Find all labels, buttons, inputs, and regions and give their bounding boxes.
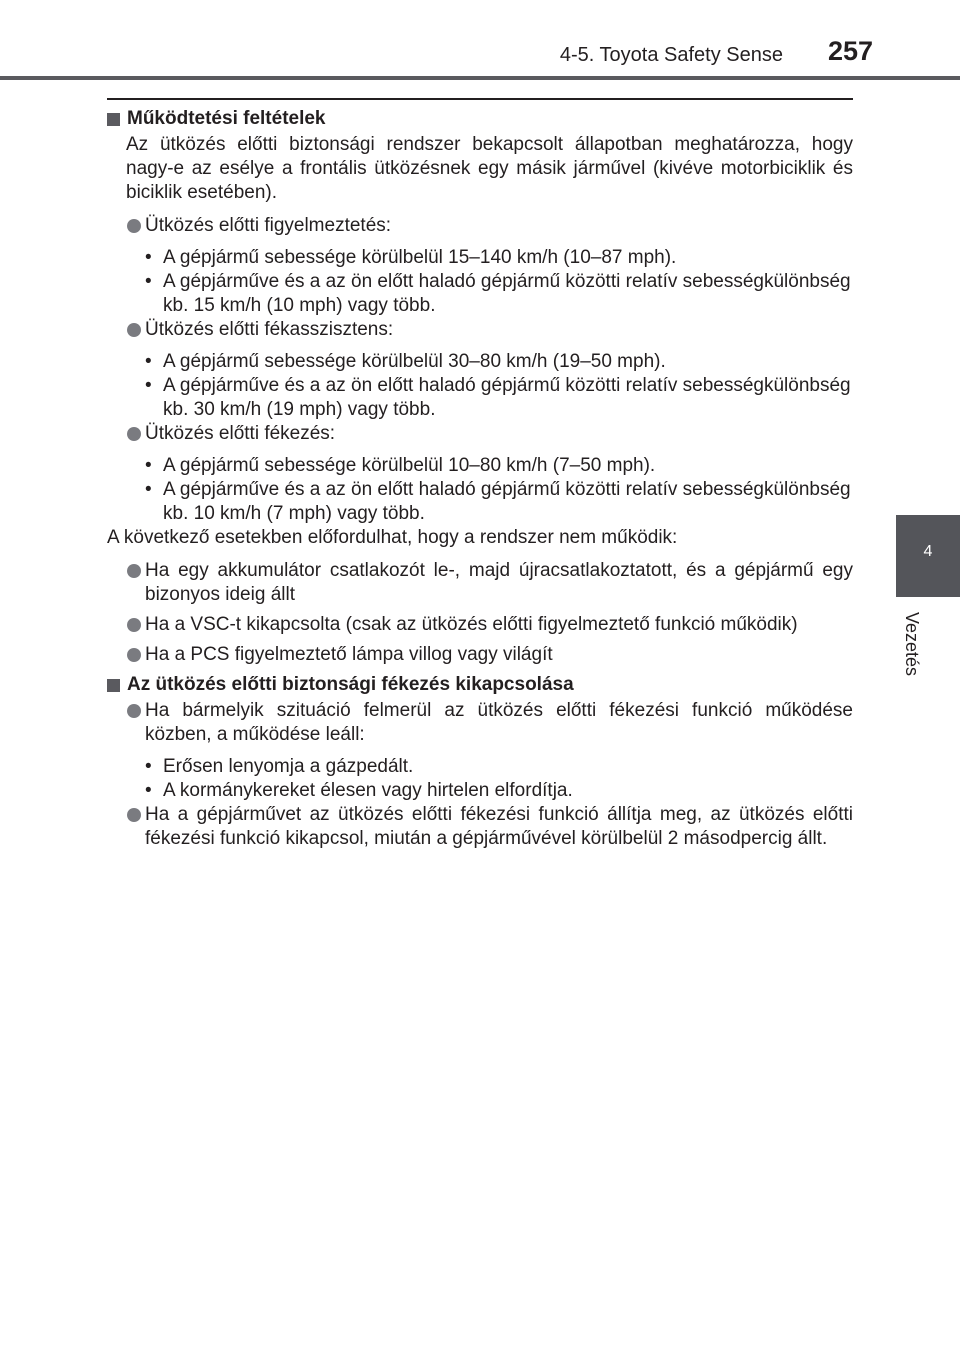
- round-bullet-icon: [127, 808, 141, 822]
- list-item-text: Ha a PCS figyelmeztető lámpa villog vagy világít: [145, 644, 553, 665]
- sub-list-item: • A gépjármű sebessége körülbelül 30–80 km/h (19–50 mph).: [107, 350, 853, 374]
- round-bullet-icon: [127, 648, 141, 662]
- square-bullet-icon: [107, 679, 120, 692]
- list-item: [107, 803, 853, 851]
- sub-list-item: • A gépjármű sebessége körülbelül 15–140 km/h (10–87 mph).: [107, 246, 853, 270]
- chapter-tab[interactable]: [896, 515, 960, 597]
- sub-list-item: • A gépjármű sebessége körülbelül 10–80 km/h (7–50 mph).: [107, 454, 853, 478]
- round-bullet-icon: [127, 323, 141, 337]
- round-bullet-icon: [127, 704, 141, 718]
- content-top-rule: [107, 98, 853, 100]
- list-item-text: Ha egy akkumulátor csatlakozót le-, majd újracsatlakoztatott, és a gépjármű egy bizonyos ideig állt: [145, 560, 853, 605]
- note-text: A következő esetekben előfordulhat, hogy a rendszer nem működik:: [107, 527, 678, 548]
- list-item-text: Ha bármelyik szituáció felmerül az ütközés előtti fékezési funkció működése közben, a működése leáll:: [145, 700, 853, 745]
- header-rule: [0, 76, 960, 80]
- section-heading-text: Működtetési feltételek: [127, 108, 326, 129]
- section-heading-text: Az ütközés előtti biztonsági fékezés kikapcsolása: [127, 674, 574, 695]
- round-bullet-icon: [127, 564, 141, 578]
- list-item: [107, 643, 853, 667]
- condition-item: [107, 422, 853, 446]
- header-section-title: 4-5. Toyota Safety Sense: [559, 44, 783, 66]
- list-item: [107, 559, 853, 607]
- section-intro: Az ütközés előtti biztonsági rendszer bekapcsolt állapotban meghatározza, hogy nagy-e az esélye a frontális ütközésnek egy másik járművel (kivéve motorbiciklik és biciklik esetében).: [126, 134, 853, 203]
- sub-list-item: • A kormánykereket élesen vagy hirtelen elfordítja.: [107, 779, 853, 803]
- list-item-text: Ha a VSC-t kikapcsolta (csak az ütközés előtti figyelmeztető funkció működik): [145, 614, 798, 635]
- list-item: [107, 699, 853, 747]
- condition-label: Ütközés előtti fékasszisztens:: [145, 319, 394, 340]
- section-heading: [107, 107, 853, 131]
- sub-list-item: • A gépjárműve és a az ön előtt haladó gépjármű közötti relatív sebességkülönbség kb. 30 km/h (19 mph) vagy több.: [107, 374, 853, 422]
- condition-label: Ütközés előtti figyelmeztetés:: [145, 215, 392, 236]
- list-item: [107, 613, 853, 637]
- page-number: 257: [828, 36, 874, 66]
- list-item-text: Ha a gépjárművet az ütközés előtti fékezési funkció állítja meg, az ütközés előtti fékezési funkció kikapcsol, miután a gépjárművével körülbelül 2 másodpercig állt.: [145, 804, 853, 849]
- chapter-tab-number: 4: [923, 543, 933, 560]
- page-content: [107, 107, 853, 851]
- round-bullet-icon: [127, 219, 141, 233]
- condition-label: Ütközés előtti fékezés:: [145, 423, 336, 444]
- round-bullet-icon: [127, 618, 141, 632]
- chapter-tab-label: [890, 606, 934, 682]
- sub-list-item: • A gépjárműve és a az ön előtt haladó gépjármű közötti relatív sebességkülönbség kb. 10 km/h (7 mph) vagy több.: [107, 478, 853, 526]
- sub-list-item: • Erősen lenyomja a gázpedált.: [107, 755, 853, 779]
- square-bullet-icon: [107, 113, 120, 126]
- round-bullet-icon: [127, 427, 141, 441]
- section-heading: [107, 673, 853, 697]
- chapter-title: Vezetés: [902, 611, 923, 677]
- condition-item: [107, 318, 853, 342]
- condition-item: [107, 214, 853, 238]
- sub-list-item: • A gépjárműve és a az ön előtt haladó gépjármű közötti relatív sebességkülönbség kb. 15 km/h (10 mph) vagy több.: [107, 270, 853, 318]
